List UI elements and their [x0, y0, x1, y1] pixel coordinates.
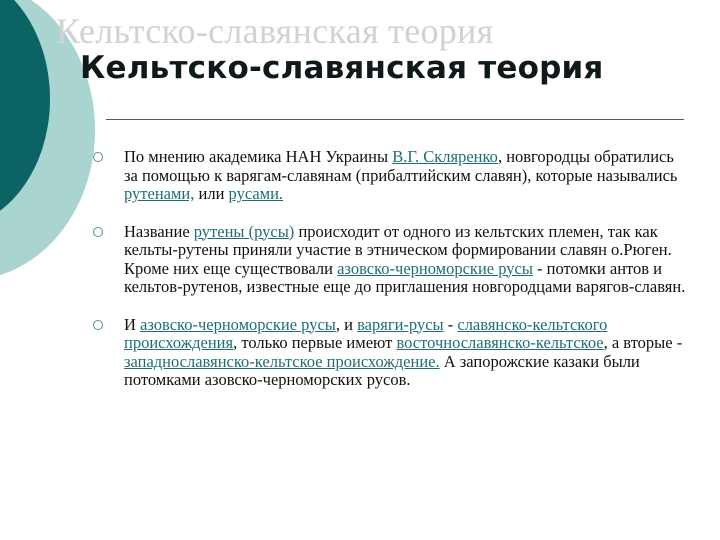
bullet-list: [90, 148, 690, 390]
text-segment: По мнению академика НАН Украины: [124, 147, 393, 166]
text-segment: - потомки антов и кельтов-рутенов, известные еще до приглашения новгородцами варягов-славян.: [124, 258, 686, 296]
text-link[interactable]: западнославянско-кельтское происхождение.: [124, 351, 440, 371]
bullet-item-2: [90, 223, 690, 297]
text-segment: Название: [124, 221, 194, 241]
bullet-circle-icon: [93, 320, 103, 330]
text-segment: А запорожские казаки были потомками азовско-черноморских русов.: [124, 351, 640, 389]
text-link[interactable]: азовско-черноморские русы: [337, 258, 533, 278]
text-segment: , а вторые -: [603, 333, 683, 352]
text-link[interactable]: В.Г. Скляренко: [392, 147, 498, 166]
text-segment: -: [443, 314, 458, 334]
text-link[interactable]: славянско-кельтского происхождения: [124, 314, 608, 352]
text-segment: , и: [335, 314, 358, 334]
bullet-text: [124, 315, 682, 390]
text-link[interactable]: русами.: [228, 184, 284, 203]
bullet-item-3: [90, 316, 690, 390]
bullet-circle-icon: [93, 227, 103, 237]
text-link[interactable]: варяги-русы: [357, 314, 444, 334]
text-segment: , новгородцы обратились за помощью к варягам-славянам (прибалтийским славян), которые назывались: [124, 147, 678, 185]
text-segment: или: [194, 184, 229, 203]
title-divider: [106, 119, 684, 120]
bullet-circle-icon: [93, 152, 103, 162]
text-segment: И: [124, 314, 141, 334]
text-segment: , только первые имеют: [233, 333, 397, 352]
bullet-item-1: [90, 148, 690, 204]
text-link[interactable]: рутены (русы): [193, 221, 295, 241]
slide-title: Кельтско-славянская теория: [80, 50, 604, 86]
text-link[interactable]: рутенами,: [124, 184, 195, 203]
bullet-text: [124, 147, 677, 203]
text-link[interactable]: азовско-черноморские русы: [140, 314, 336, 334]
title-shadow: Кельтско-славянская теория: [56, 11, 494, 51]
text-link[interactable]: восточнославянско-кельтское: [396, 333, 604, 352]
bullet-text: [124, 222, 685, 297]
text-segment: происходит от одного из кельтских племен, так как кельты-рутены приняли участие в этническом формировании славян о.Рюген. Кроме них еще существовали: [124, 221, 672, 278]
